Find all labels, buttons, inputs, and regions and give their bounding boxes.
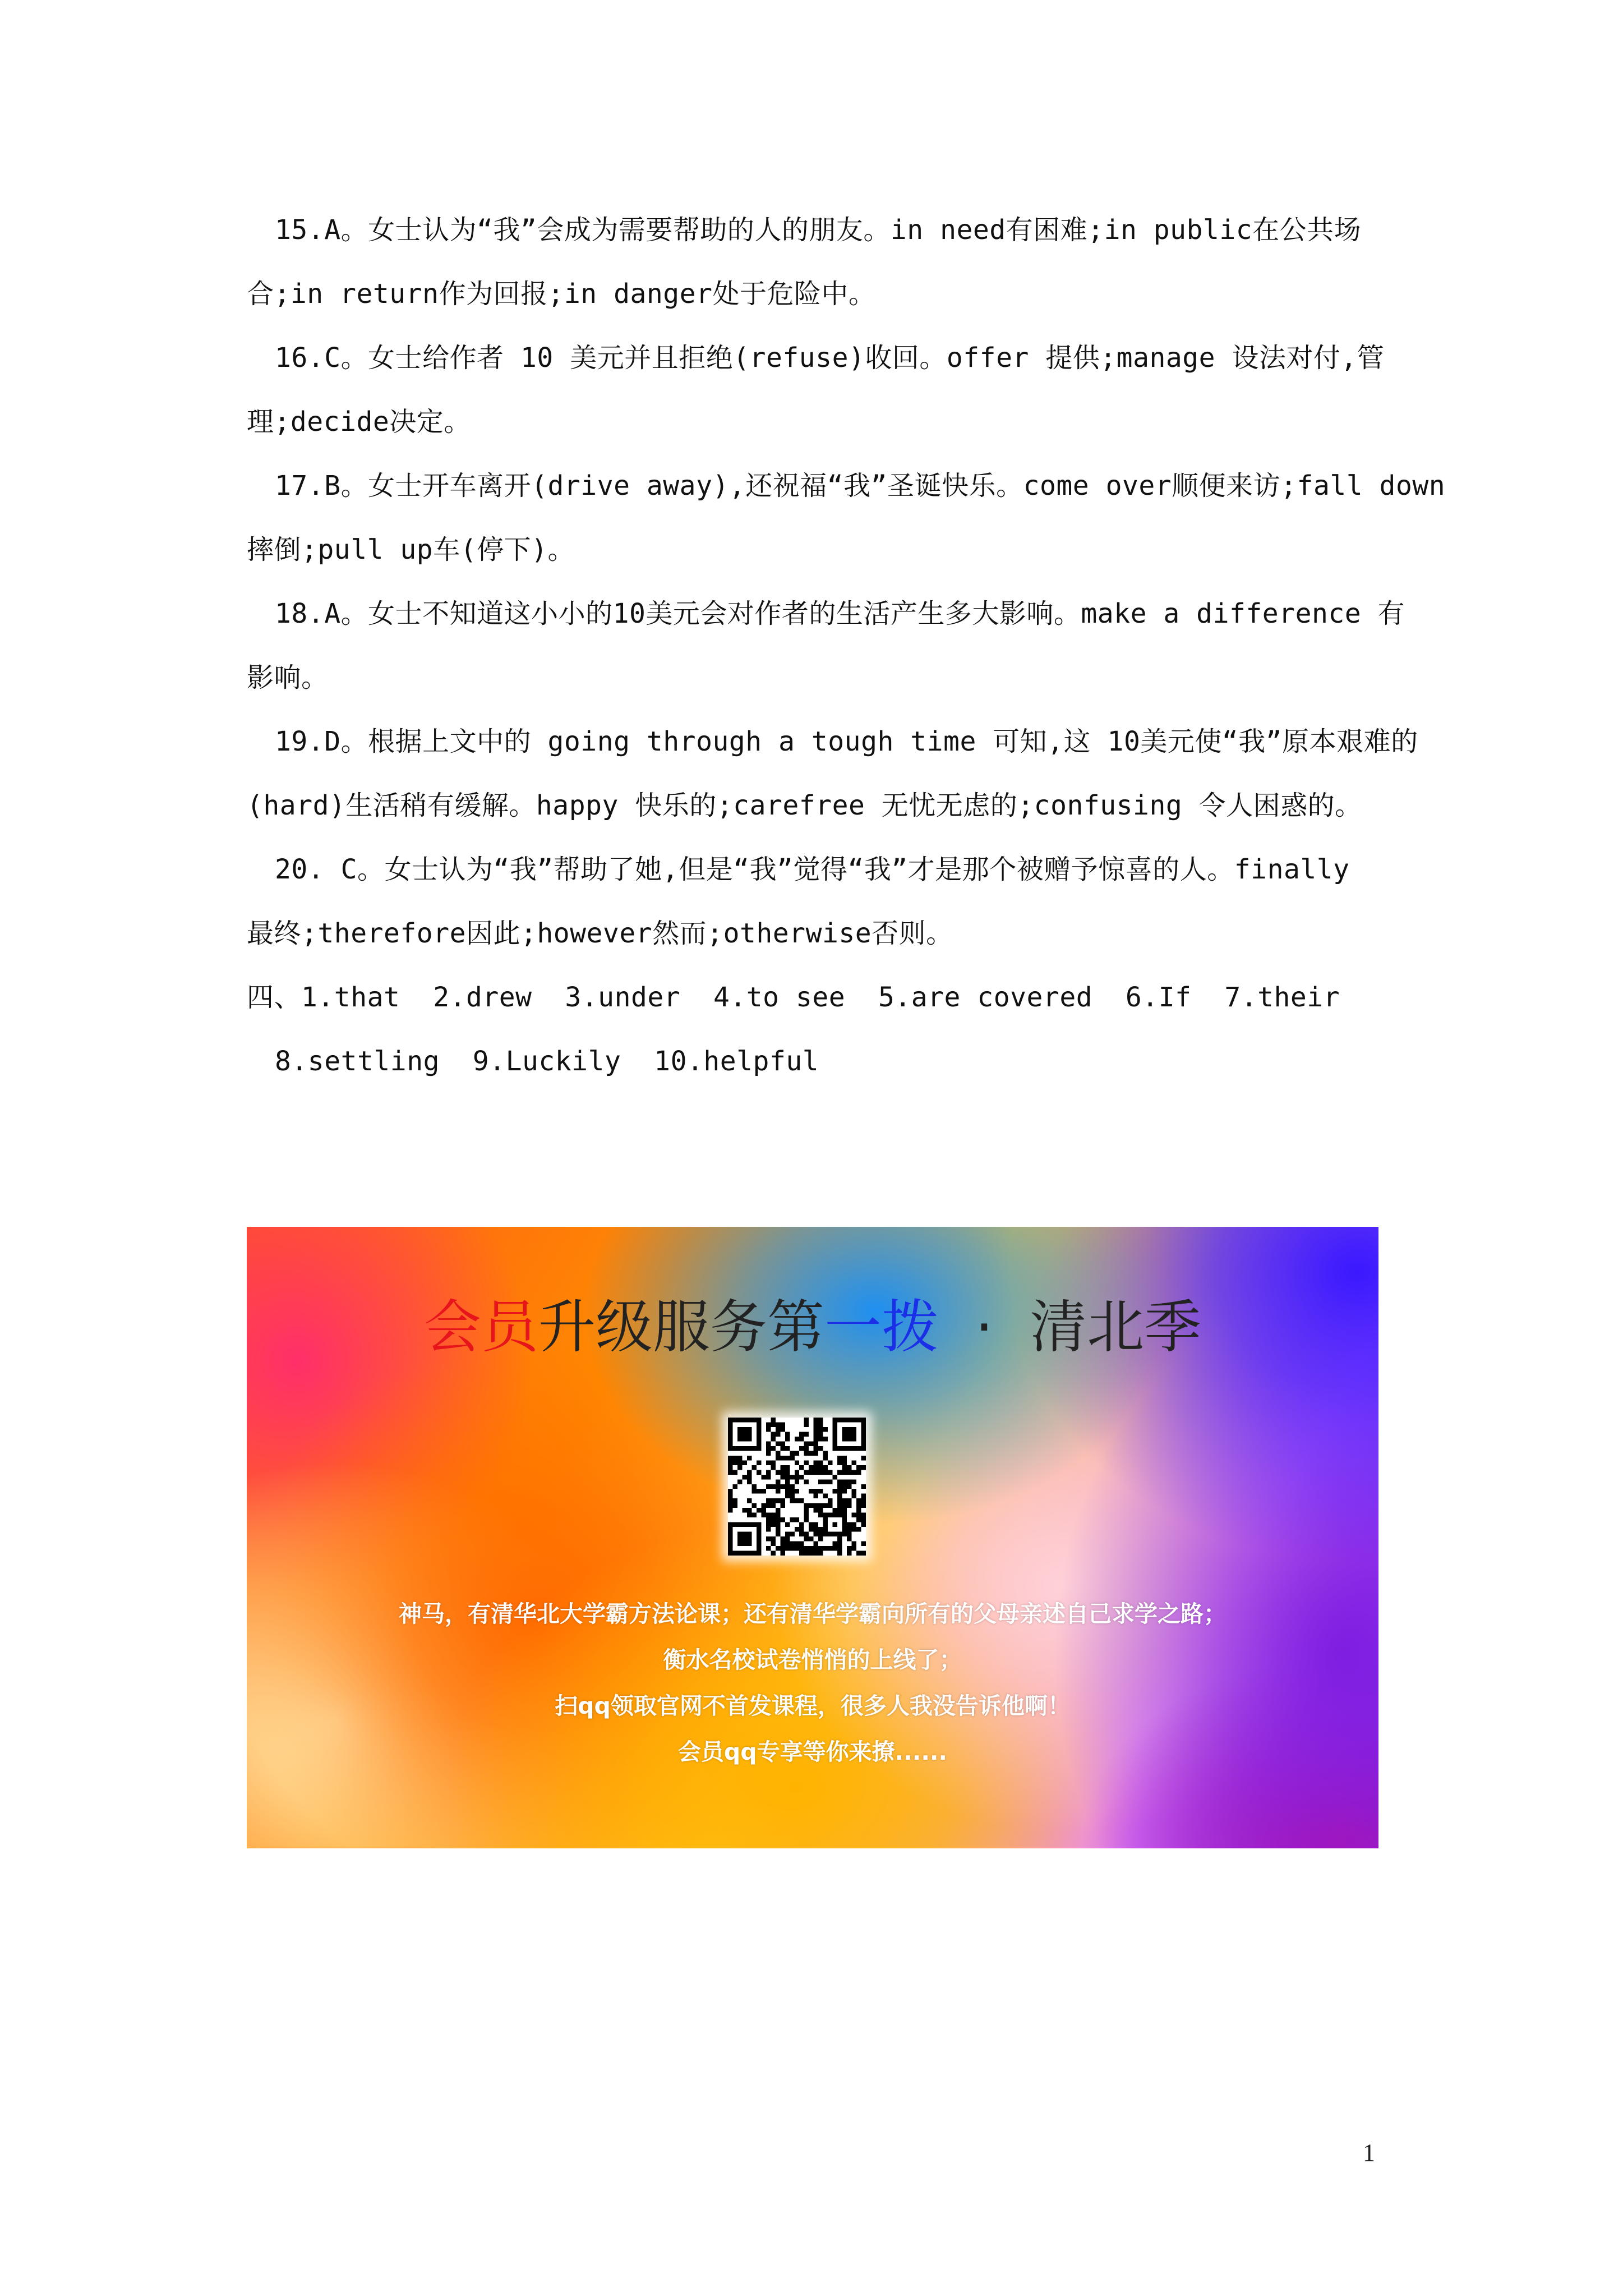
answer-line-section-four: 四、1.that 2.drew 3.under 4.to see 5.are covered 6.If 7.their — [247, 982, 1340, 1013]
answer-line: 影响。 — [247, 662, 329, 693]
banner-title — [247, 1291, 1378, 1364]
banner-title-separator: · — [938, 1294, 1030, 1361]
banner-title-red: 会员 — [423, 1294, 538, 1361]
answer-line: 17.B。女士开车离开(drive away),还祝福“我”圣诞快乐。come over顺便来访;fall down — [275, 470, 1446, 501]
promo-line: 会员qq专享等你来撩...... — [677, 1738, 948, 1765]
promo-line: 衡水名校试卷悄悄的上线了； — [663, 1646, 962, 1673]
promo-banner[interactable] — [247, 1227, 1378, 1848]
qr-code-graphic — [728, 1418, 866, 1556]
banner-title-season: 清北季 — [1030, 1294, 1202, 1361]
answer-line: 18.A。女士不知道这小小的10美元会对作者的生活产生多大影响。make a difference 有 — [275, 598, 1405, 629]
answer-line: 最终;therefore因此;however然而;otherwise否则。 — [247, 918, 953, 949]
promo-line: 扫qq领取官网不首发课程，很多人我没告诉他啊！ — [555, 1692, 1071, 1719]
answer-line: 19.D。根据上文中的 going through a tough time 可知,这 10美元使“我”原本艰难的 — [275, 726, 1418, 757]
banner-title-dark: 升级服务第 — [538, 1294, 824, 1361]
answer-line: (hard)生活稍有缓解。happy 快乐的;carefree 无忧无虑的;confusing 令人困惑的。 — [247, 790, 1362, 821]
answer-line: 摔倒;pull up车(停下)。 — [247, 534, 575, 565]
answer-line: 理;decide决定。 — [247, 406, 471, 438]
answer-line: 16.C。女士给作者 10 美元并且拒绝(refuse)收回。offer 提供;manage 设法对付,管 — [275, 342, 1385, 374]
banner-title-blue: 一拨 — [824, 1294, 939, 1361]
answer-line: 合;in return作为回报;in danger处于危险中。 — [247, 278, 876, 310]
page-number: 1 — [1363, 2139, 1375, 2166]
answer-line: 15.A。女士认为“我”会成为需要帮助的人的朋友。in need有困难;in public在公共场 — [275, 214, 1362, 246]
answer-line: 20. C。女士认为“我”帮助了她,但是“我”觉得“我”才是那个被赠予惊喜的人。finally — [275, 854, 1350, 885]
qr-code-icon[interactable] — [728, 1418, 866, 1556]
promo-line: 神马，有清华北大学霸方法论课；还有清华学霸向所有的父母亲述自己求学之路； — [399, 1600, 1227, 1627]
answer-line-section-four: 8.settling 9.Luckily 10.helpful — [275, 1046, 819, 1077]
